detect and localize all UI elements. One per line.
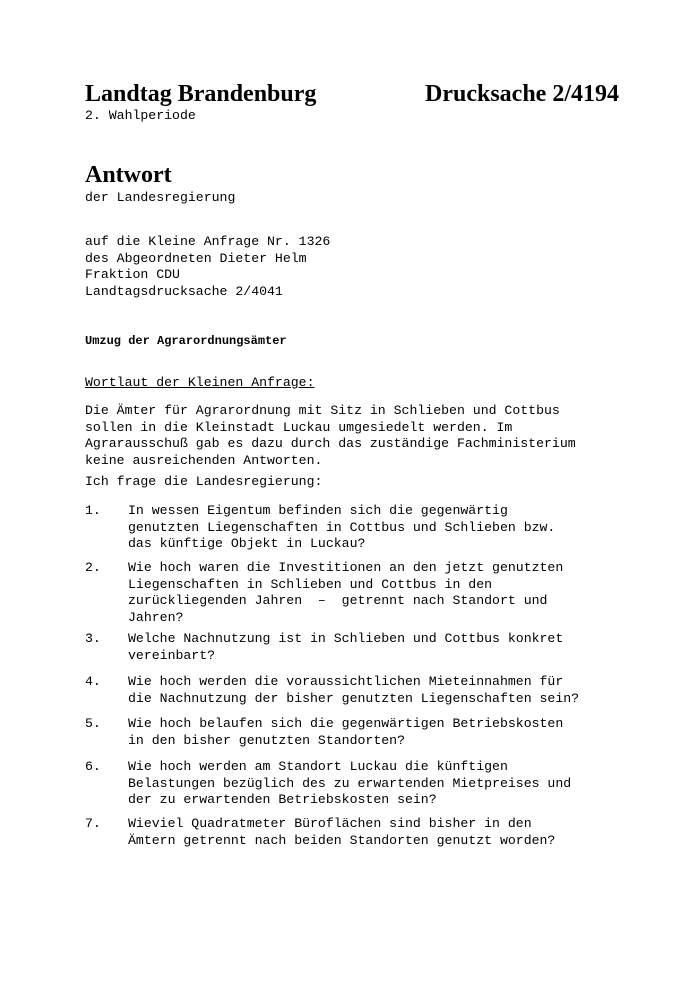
question-line: Wie hoch werden die voraussichtlichen Mieteinnahmen für bbox=[128, 674, 564, 689]
document-number: Drucksache 2/4194 bbox=[425, 81, 619, 107]
question-line: Jahren? bbox=[128, 609, 184, 625]
question-line: die Nachnutzung der bisher genutzten Liegenschaften sein? bbox=[128, 690, 580, 706]
question-line: vereinbart? bbox=[128, 647, 216, 663]
question-line: In wessen Eigentum befinden sich die gegenwärtig bbox=[128, 503, 508, 518]
reference-block bbox=[85, 234, 330, 300]
question-line: Ämtern getrennt nach beiden Standorten genutzt worden? bbox=[128, 832, 556, 848]
question-line: in den bisher genutzten Standorten? bbox=[128, 732, 405, 748]
question-text bbox=[128, 674, 579, 707]
question-number: 4. bbox=[85, 674, 101, 689]
wording-heading: Wortlaut der Kleinen Anfrage: bbox=[85, 375, 315, 390]
question-line: genutzten Liegenschaften in Cottbus und Schlieben bzw. bbox=[128, 519, 556, 535]
question-number: 2. bbox=[85, 560, 101, 575]
ask-line: Ich frage die Landesregierung: bbox=[85, 474, 323, 489]
question-line: der zu erwartenden Betriebskosten sein? bbox=[128, 792, 437, 807]
intro-paragraph bbox=[85, 403, 576, 469]
question-number: 3. bbox=[85, 631, 101, 646]
question-text bbox=[128, 759, 571, 809]
question-line: Welche Nachnutzung ist in Schlieben und Cottbus konkret bbox=[128, 631, 564, 646]
question-number: 5. bbox=[85, 716, 101, 731]
question-line: Wie hoch werden am Standort Luckau die künftigen bbox=[128, 759, 508, 774]
question-text bbox=[128, 631, 563, 664]
document-type-subtitle: der Landesregierung bbox=[85, 190, 236, 205]
question-line: Liegenschaften in Schlieben und Cottbus in den bbox=[128, 576, 493, 592]
document-type-title: Antwort bbox=[85, 162, 172, 188]
reference-line: auf die Kleine Anfrage Nr. 1326 bbox=[85, 234, 331, 249]
question-number: 1. bbox=[85, 503, 101, 518]
reference-line: des Abgeordneten Dieter Helm bbox=[85, 250, 307, 266]
question-line: Wie hoch waren die Investitionen an den jetzt genutzten bbox=[128, 560, 564, 575]
question-text bbox=[128, 716, 563, 749]
question-text bbox=[128, 816, 555, 849]
legislative-period: 2. Wahlperiode bbox=[85, 108, 196, 123]
question-line: Wie hoch belaufen sich die gegenwärtigen Betriebskosten bbox=[128, 716, 564, 731]
question-number: 7. bbox=[85, 816, 101, 831]
question-line: Belastungen bezüglich des zu erwartenden Mietpreises und bbox=[128, 775, 572, 791]
question-text bbox=[128, 560, 563, 626]
intro-line: sollen in die Kleinstadt Luckau umgesiedelt werden. Im bbox=[85, 419, 513, 435]
question-line: zurückliegenden Jahren – getrennt nach Standort und bbox=[128, 593, 548, 608]
subject-heading: Umzug der Agrarordnungsämter bbox=[85, 334, 287, 348]
intro-line: Die Ämter für Agrarordnung mit Sitz in Schlieben und Cottbus bbox=[85, 403, 560, 418]
reference-line: Landtagsdrucksache 2/4041 bbox=[85, 283, 283, 299]
question-text bbox=[128, 503, 555, 553]
organization-title: Landtag Brandenburg bbox=[85, 81, 317, 107]
question-line: das künftige Objekt in Luckau? bbox=[128, 536, 366, 551]
reference-line: Fraktion CDU bbox=[85, 267, 180, 282]
question-number: 6. bbox=[85, 759, 101, 774]
intro-line: keine ausreichenden Antworten. bbox=[85, 452, 323, 468]
intro-line: Agrarausschuß gab es dazu durch das zuständige Fachministerium bbox=[85, 436, 576, 451]
question-line: Wieviel Quadratmeter Büroflächen sind bisher in den bbox=[128, 816, 532, 831]
